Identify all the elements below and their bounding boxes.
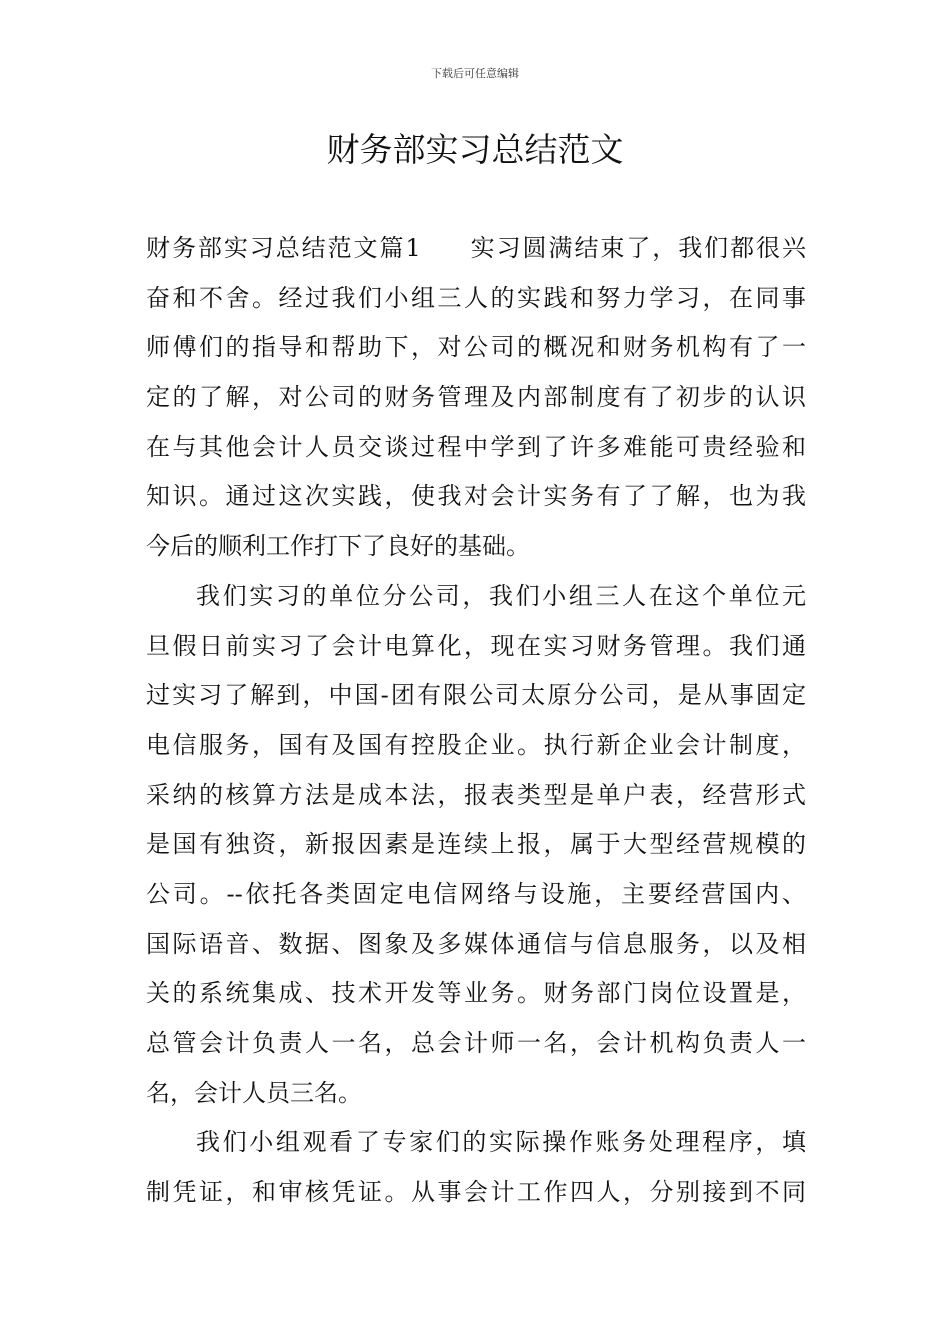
paragraph-2-line-4: 电信服务，国有及国有控股企业。执行新企业会计制度， [146,730,806,759]
document-body [146,224,806,1218]
paragraph-2-line-9: 关的系统集成、技术开发等业务。财务部门岗位设置是， [146,979,806,1008]
section-heading: 财务部实习总结范文篇1 [146,234,421,262]
paragraph-2-line-5: 采纳的核算方法是成本法，报表类型是单户表，经营形式 [146,780,806,809]
paragraph-1-line-6: 知识。通过这次实践，使我对会计实务有了了解，也为我 [146,482,806,511]
paragraph-1-line-1 [146,224,806,274]
paragraph-2-line-1: 我们实习的单位分公司，我们小组三人在这个单位元 [196,581,806,610]
paragraph-2-line-6: 是国有独资，新报因素是连续上报，属于大型经营规模的 [146,830,806,859]
paragraph-1-line-4: 定的了解，对公司的财务管理及内部制度有了初步的认识 [146,383,806,412]
paragraph-2-line-10: 总管会计负责人一名，总会计师一名，会计机构负责人一 [146,1029,806,1057]
document-title: 财务部实习总结范文 [326,130,624,169]
paragraph-1-line-7: 今后的顺利工作打下了良好的基础。 [146,532,530,561]
header-note: 下载后可任意编辑 [431,67,519,80]
paragraph-3-line-2: 制凭证，和审核凭证。从事会计工作四人，分别接到不同 [146,1178,806,1207]
paragraph-2-line-7: 公司。--依托各类固定电信网络与设施，主要经营国内、 [146,879,806,908]
paragraph-2-line-3: 过实习了解到，中国-团有限公司太原分公司，是从事固定 [146,681,806,710]
paragraph-1-line-5: 在与其他会计人员交谈过程中学到了许多难能可贵经验和 [146,432,806,461]
paragraph-text: 实习圆满结束了，我们都很兴 [468,234,806,262]
paragraph-2-line-8: 国际语音、数据、图象及多媒体通信与信息服务，以及相 [146,929,806,958]
paragraph-2-line-11: 名，会计人员三名。 [146,1078,362,1107]
paragraph-2-line-2: 旦假日前实习了会计电算化，现在实习财务管理。我们通 [146,631,806,660]
paragraph-1-line-2: 奋和不舍。经过我们小组三人的实践和努力学习，在同事 [146,283,806,312]
paragraph-1-line-3: 师傅们的指导和帮助下，对公司的概况和财务机构有了一 [146,333,806,362]
paragraph-3-line-1: 我们小组观看了专家们的实际操作账务处理程序，填 [196,1128,806,1157]
